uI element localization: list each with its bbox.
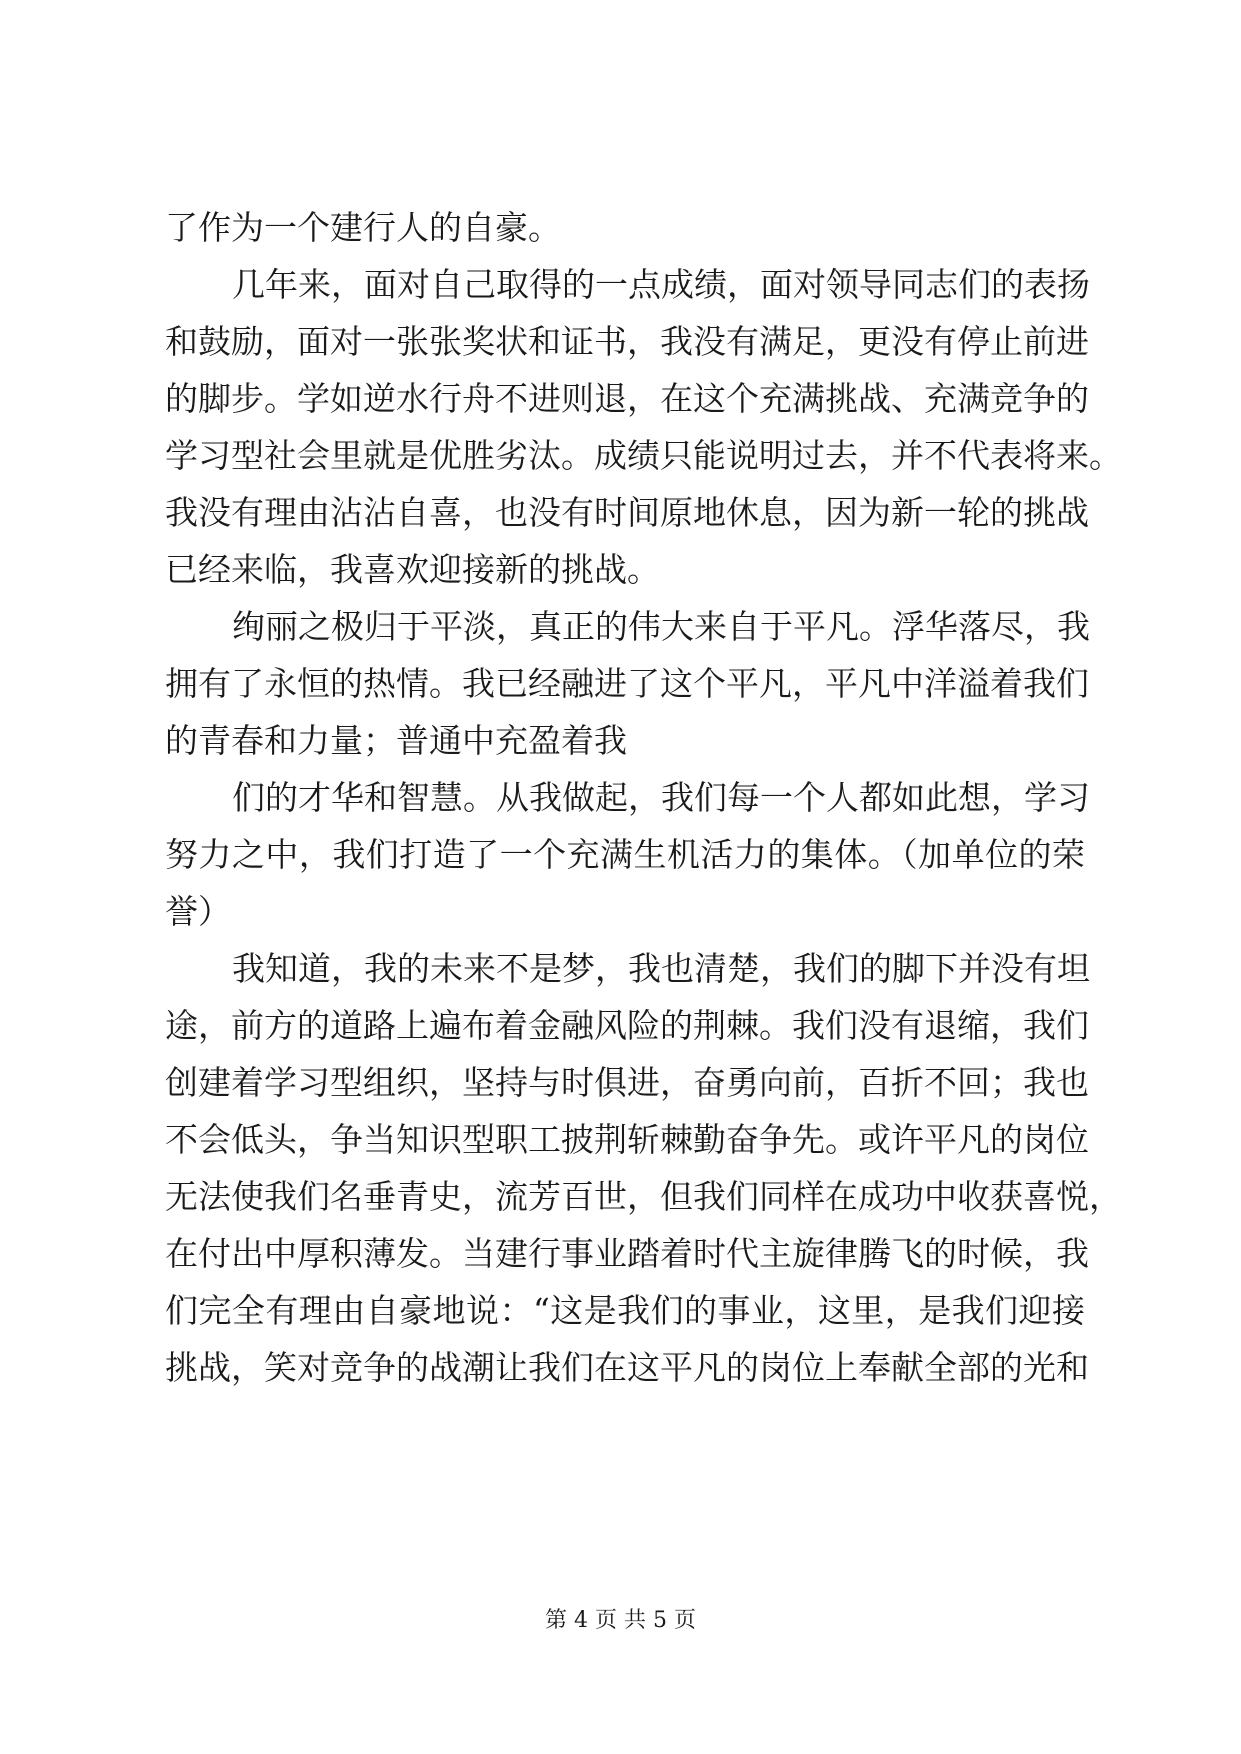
text-line: 拥有了永恒的热情。我已经融进了这个平凡，平凡中洋溢着我们	[165, 664, 1089, 703]
text-line: 创建着学习型组织，坚持与时俱进，奋勇向前，百折不回；我也	[165, 1063, 1089, 1102]
text-line: 们的才华和智慧。从我做起，我们每一个人都如此想，学习	[232, 778, 1090, 817]
text-line: 挑战，笑对竞争的战潮让我们在这平凡的岗位上奉献全部的光和	[165, 1348, 1089, 1387]
text-line: 途，前方的道路上遍布着金融风险的荆棘。我们没有退缩，我们	[165, 1006, 1089, 1045]
text-line: 我知道，我的未来不是梦，我也清楚，我们的脚下并没有坦	[232, 949, 1090, 988]
page-footer: 第 4 页 共 5 页	[545, 1608, 696, 1633]
text-line: 的青春和力量；普通中充盈着我	[165, 721, 627, 760]
text-line: 已经来临，我喜欢迎接新的挑战。	[165, 550, 660, 589]
text-line: 我没有理由沾沾自喜，也没有时间原地休息，因为新一轮的挑战	[165, 493, 1089, 532]
text-line: 们完全有理由自豪地说：“这是我们的事业，这里，是我们迎接	[165, 1291, 1085, 1330]
text-line: 和鼓励，面对一张张奖状和证书，我没有满足，更没有停止前进	[165, 322, 1089, 361]
text-line: 几年来，面对自己取得的一点成绩，面对领导同志们的表扬	[232, 265, 1090, 304]
text-line: 誉）	[165, 892, 231, 931]
text-line: 绚丽之极归于平淡，真正的伟大来自于平凡。浮华落尽，我	[232, 607, 1090, 646]
text-line: 在付出中厚积薄发。当建行事业踏着时代主旋律腾飞的时候，我	[165, 1234, 1089, 1273]
text-line: 的脚步。学如逆水行舟不进则退，在这个充满挑战、充满竞争的	[165, 379, 1089, 418]
text-line: 努力之中，我们打造了一个充满生机活力的集体。（加单位的荣	[165, 835, 1085, 874]
text-line: 不会低头，争当知识型职工披荆斩棘勤奋争先。或许平凡的岗位	[165, 1120, 1089, 1159]
text-line: 了作为一个建行人的自豪。	[165, 208, 561, 247]
text-line: 学习型社会里就是优胜劣汰。成绩只能说明过去，并不代表将来。	[165, 436, 1122, 475]
text-line: 无法使我们名垂青史，流芳百世，但我们同样在成功中收获喜悦，	[165, 1177, 1122, 1216]
